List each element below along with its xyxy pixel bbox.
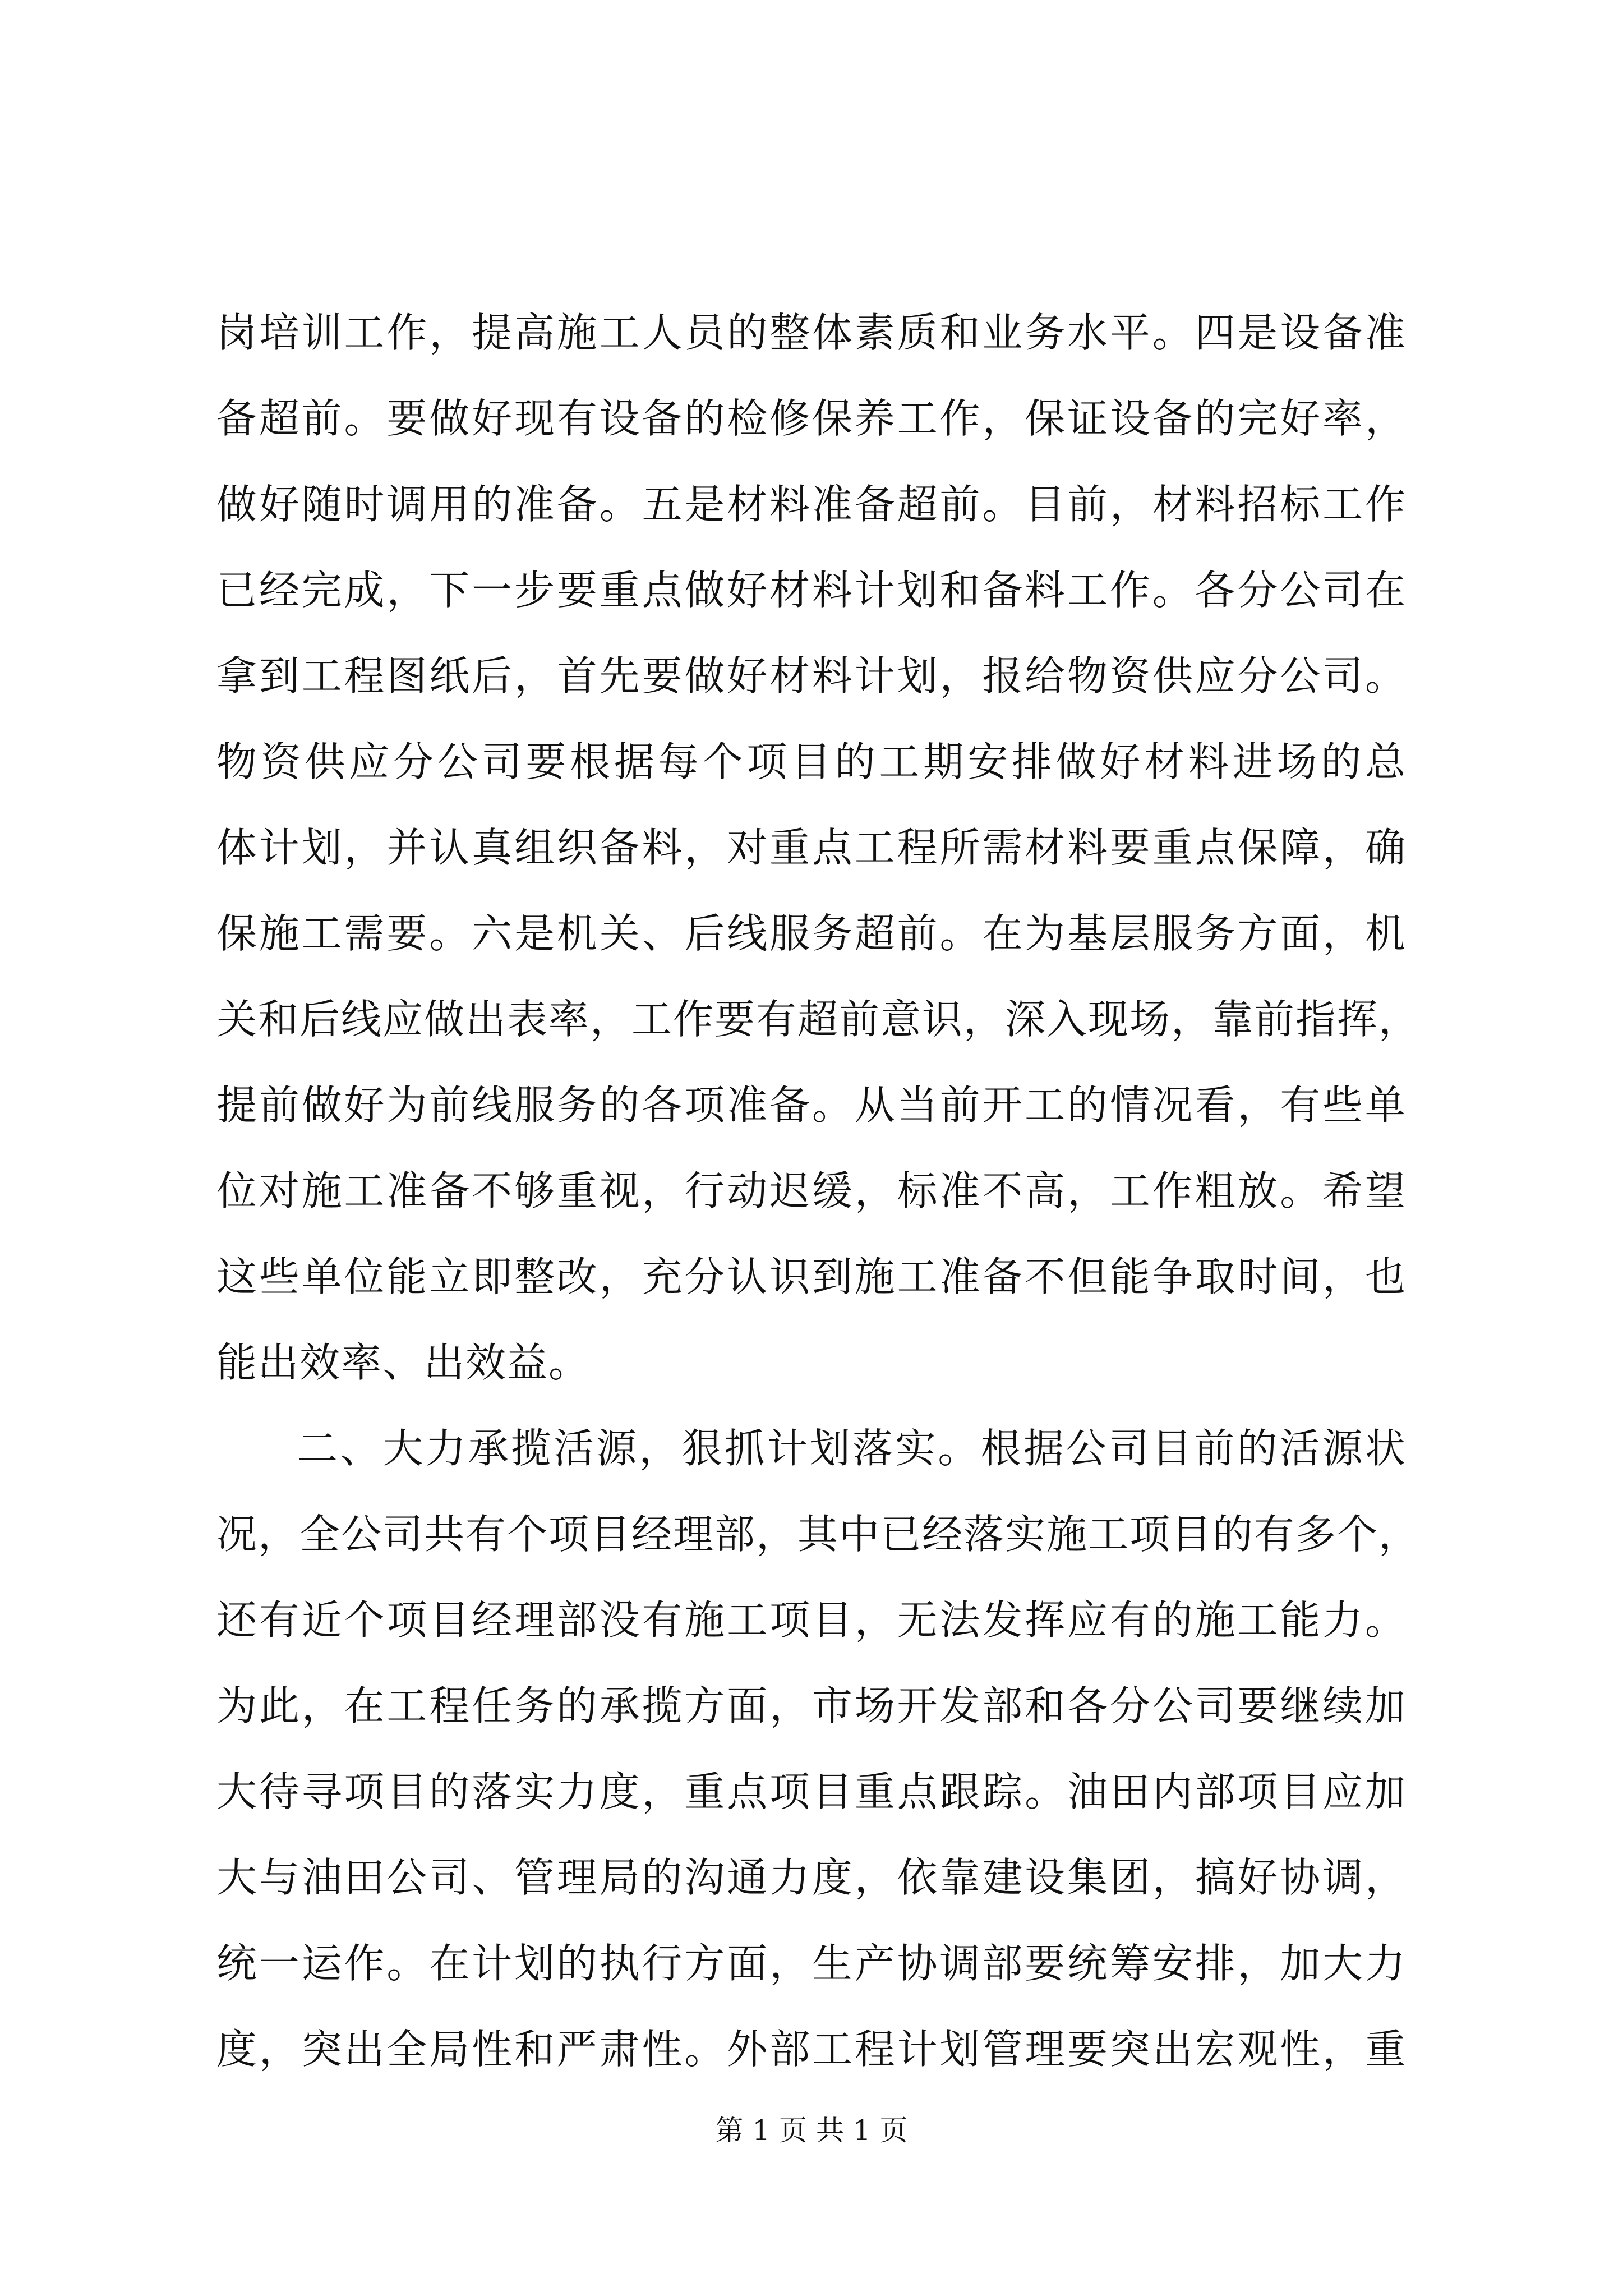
paragraph-first-line: 二、大力承揽活源，狠抓计划落实。根据公司目前的活源状 — [297, 1425, 1407, 1472]
text-line: 能出效率、出效益。 — [216, 1339, 591, 1386]
text-line: 大与油田公司、管理局的沟通力度，依靠建设集团，搞好协调， — [216, 1854, 1407, 1901]
text-line: 物资供应分公司要根据每个项目的工期安排做好材料进场的总 — [216, 738, 1407, 785]
text-line: 这些单位能立即整改，充分认识到施工准备不但能争取时间，也 — [216, 1253, 1407, 1300]
text-line: 况，全公司共有个项目经理部，其中已经落实施工项目的有多个， — [216, 1511, 1421, 1558]
text-line: 关和后线应做出表率，工作要有超前意识，深入现场，靠前指挥， — [216, 996, 1421, 1043]
text-line: 大待寻项目的落实力度，重点项目重点跟踪。油田内部项目应加 — [216, 1768, 1407, 1815]
text-line: 提前做好为前线服务的各项准备。从当前开工的情况看，有些单 — [216, 1082, 1407, 1129]
text-line: 做好随时调用的准备。五是材料准备超前。目前，材料招标工作 — [216, 481, 1407, 528]
text-line: 统一运作。在计划的执行方面，生产协调部要统筹安排，加大力 — [216, 1940, 1407, 1987]
text-line: 拿到工程图纸后，首先要做好材料计划，报给物资供应分公司。 — [216, 652, 1407, 700]
text-line: 备超前。要做好现有设备的检修保养工作，保证设备的完好率， — [216, 395, 1407, 442]
text-line: 度，突出全局性和严肃性。外部工程计划管理要突出宏观性，重 — [216, 2026, 1407, 2073]
text-line: 还有近个项目经理部没有施工项目，无法发挥应有的施工能力。 — [216, 1596, 1407, 1644]
page-footer: 第 1 页 共 1 页 — [715, 2114, 908, 2147]
text-line: 为此，在工程任务的承揽方面，市场开发部和各分公司要继续加 — [216, 1682, 1407, 1729]
text-line: 保施工需要。六是机关、后线服务超前。在为基层服务方面，机 — [216, 910, 1407, 957]
text-line: 体计划，并认真组织备料，对重点工程所需材料要重点保障，确 — [216, 824, 1407, 871]
text-line: 位对施工准备不够重视，行动迟缓，标准不高，工作粗放。希望 — [216, 1167, 1407, 1214]
text-line: 已经完成，下一步要重点做好材料计划和备料工作。各分公司在 — [216, 567, 1407, 614]
text-line: 岗培训工作，提高施工人员的整体素质和业务水平。四是设备准 — [216, 309, 1407, 356]
